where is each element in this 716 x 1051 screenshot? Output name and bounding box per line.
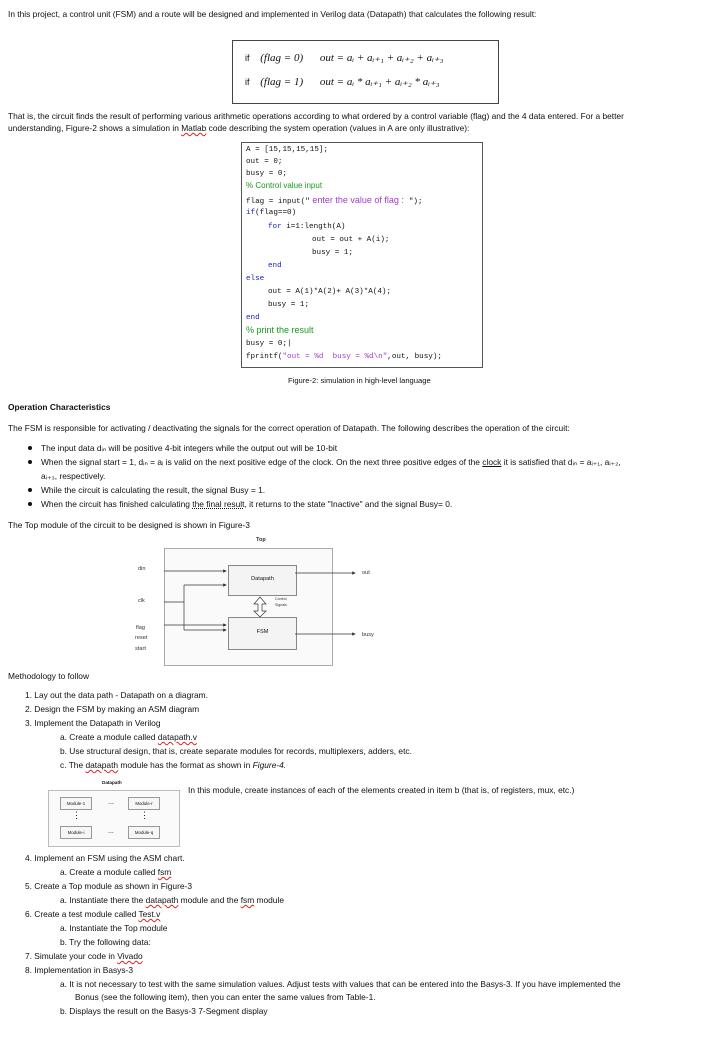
substep-item: b. Displays the result on the Basys-3 7-Segment display <box>60 1006 268 1016</box>
step-item: 1. Lay out the data path - Datapath on a diagram. <box>25 690 208 700</box>
code-comment: % Control value input <box>246 181 323 190</box>
code-line: busy = 0; <box>246 170 288 178</box>
substep-item: a. Create a module called fsm <box>60 867 172 877</box>
bullet-item: When the signal start = 1, dᵢₙ = aᵢ is valid on the next positive edge of the clock. On the next three positive edges of the clock it is satisfied that dᵢₙ = aᵢ₊₁, aᵢ₊₂, <box>41 457 621 467</box>
bullet-item-continued: aᵢ₊₃, respectively. <box>41 471 106 481</box>
figure-2-caption: Figure-2: simulation in high-level language <box>288 376 431 385</box>
code-line: busy = 0;| <box>246 340 292 348</box>
intro-text: In this project, a control unit (FSM) and a route will be designed and implemented in Verilog data (Datapath) that calculates the following result: <box>8 9 537 19</box>
bullet-item: When the circuit has finished calculating the final result, it returns to the state "Inactive" and the signal Busy= 0. <box>41 499 453 509</box>
code-line: out = 0; <box>246 158 283 166</box>
explanation-line-2: understanding, Figure-2 shows a simulation in Matlab code describing the system operation (values in A are only illustrative): <box>8 123 470 133</box>
clk-label: clk <box>138 598 145 604</box>
section-heading-methodology: Methodology to follow <box>8 671 90 681</box>
if-keyword: if <box>245 53 250 63</box>
bullet-item: While the circuit is calculating the result, the signal Busy = 1. <box>41 485 266 495</box>
code-line: if(flag==0) <box>246 209 297 217</box>
diagram-title: Top <box>256 537 266 543</box>
code-comment: % print the result <box>246 325 314 335</box>
fsm-block: FSM <box>228 617 297 650</box>
expression: out = aᵢ * aᵢ₊₁ + aᵢ₊₂ * aᵢ₊₃ <box>319 76 440 88</box>
module-box: Module-i <box>60 826 92 839</box>
start-label: start <box>135 646 146 652</box>
substep-item: a. It is not necessary to test with the same simulation values. Adjust tests with values that can be entered into the Basys-3. If you have implemented the <box>60 979 621 989</box>
step-item: 6. Create a test module called Test.v <box>25 909 161 919</box>
step-item: 2. Design the FSM by making an ASM diagram <box>25 704 200 714</box>
module-box: Module-q <box>128 826 160 839</box>
code-line: for i=1:length(A) <box>268 223 346 231</box>
code-line: out = A(1)*A(2)+ A(3)*A(4); <box>268 288 392 296</box>
vertical-ellipsis: ⋮ <box>72 810 81 820</box>
horizontal-ellipsis: ... <box>108 828 114 835</box>
module-box: Module-1 <box>60 797 92 810</box>
code-keyword: end <box>246 314 260 322</box>
if-keyword: if <box>245 77 250 87</box>
substep-item: b. Use structural design, that is, create separate modules for records, multiplexers, adders, etc. <box>60 746 412 756</box>
substep-item: c. The datapath module has the format as shown in Figure-4. <box>60 760 287 770</box>
code-keyword: else <box>246 275 265 283</box>
control-label: Control <box>275 597 287 601</box>
substep-item-continued: Bonus (see the following item), then you can enter the same values from Table-1. <box>75 992 376 1002</box>
code-line: out = out + A(i); <box>312 236 390 244</box>
datapath-figure-note: In this module, create instances of each of the elements created in item b (that is, of registers, mux, etc.) <box>188 785 575 795</box>
out-label: out <box>362 570 370 576</box>
bullet-item: The input data dᵢₙ will be positive 4-bit integers while the output out will be 10-bit <box>41 443 338 453</box>
horizontal-ellipsis: ... <box>108 799 114 806</box>
module-box: Module-r <box>128 797 160 810</box>
section-heading-operation: Operation Characteristics <box>8 402 111 412</box>
datapath-figure-title: Datapath <box>102 780 122 785</box>
code-line: busy = 1; <box>268 301 310 309</box>
substep-item: a. Create a module called datapath.v <box>60 732 197 742</box>
code-line: fprintf("out = %d busy = %d\n",out, busy); <box>246 353 442 361</box>
code-keyword: end <box>268 262 282 270</box>
substep-item: a. Instantiate there the datapath module and the fsm module <box>60 895 284 905</box>
vertical-ellipsis: ⋮ <box>140 810 149 820</box>
substep-item: b. Try the following data: <box>60 937 151 947</box>
signals-label: Signals <box>275 603 287 607</box>
operation-intro: The FSM is responsible for activating / deactivating the signals for the correct operation of Datapath. The following describes the operation of the circuit: <box>8 423 570 433</box>
busy-label: busy <box>362 632 374 638</box>
condition: (flag = 1) <box>260 76 304 88</box>
expression: out = aᵢ + aᵢ₊₁ + aᵢ₊₂ + aᵢ₊₃ <box>319 52 444 64</box>
step-item: 4. Implement an FSM using the ASM chart. <box>25 853 185 863</box>
din-label: din <box>138 566 146 572</box>
substep-item: a. Instantiate the Top module <box>60 923 168 933</box>
step-item: 8. Implementation in Basys-3 <box>25 965 133 975</box>
code-line: busy = 1; <box>312 249 354 257</box>
code-line: A = [15,15,15,15]; <box>246 146 329 154</box>
flag-label: flag <box>136 625 146 631</box>
step-item: 3. Implement the Datapath in Verilog <box>25 718 161 728</box>
explanation-line-1: That is, the circuit finds the result of performing various arithmetic operations according to what ordered by a control variable (flag) and the 4 data entered. For a better <box>8 111 624 121</box>
matlab-word: Matlab <box>181 123 207 133</box>
condition: (flag = 0) <box>260 52 304 64</box>
code-line: flag = input(" enter the value of flag : "); <box>246 195 423 206</box>
step-item: 7. Simulate your code in Vivado <box>25 951 143 961</box>
top-module-intro: The Top module of the circuit to be designed is shown in Figure-3 <box>8 520 250 530</box>
reset-label: reset <box>135 635 148 641</box>
step-item: 5. Create a Top module as shown in Figure-3 <box>25 881 192 891</box>
datapath-block: Datapath <box>228 565 297 596</box>
